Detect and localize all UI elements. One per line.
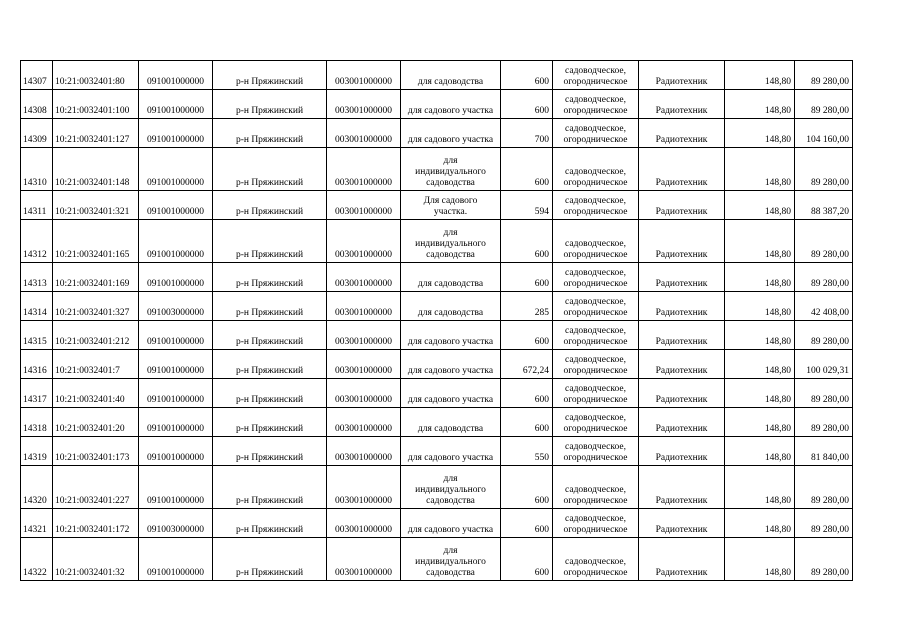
okato-code-cell: 091001000000 xyxy=(139,466,213,509)
land-category-cell xyxy=(553,379,639,408)
area-cell: 600 xyxy=(501,321,553,350)
cadastral-number-cell: 10:21:0032401:327 xyxy=(53,292,139,321)
area-cell: 672,24 xyxy=(501,350,553,379)
land-category-line: садоводческое, xyxy=(565,297,626,307)
oktmo-code-cell: 003001000000 xyxy=(327,379,401,408)
land-use-purpose-cell xyxy=(401,437,501,466)
rate-cell: 148,80 xyxy=(725,61,795,90)
okato-code-cell: 091001000000 xyxy=(139,408,213,437)
district-cell: р-н Пряжинский xyxy=(213,321,327,350)
okato-code-cell: 091001000000 xyxy=(139,148,213,191)
land-use-purpose-line: индивидуального xyxy=(415,557,486,567)
area-cell: 600 xyxy=(501,408,553,437)
table-row xyxy=(21,437,853,466)
land-category-line: садоводческое, xyxy=(565,485,626,495)
district-cell: р-н Пряжинский xyxy=(213,379,327,408)
rate-cell: 148,80 xyxy=(725,148,795,191)
land-use-purpose-line: для садового участка xyxy=(407,337,494,347)
table-row xyxy=(21,509,853,538)
land-category-line: огородническое xyxy=(563,496,628,506)
row-number-cell: 14322 xyxy=(21,538,53,581)
cadastral-value-cell: 88 387,20 xyxy=(795,191,853,220)
profession-cell: Радиотехник xyxy=(639,350,725,379)
area-cell: 285 xyxy=(501,292,553,321)
cadastral-number-cell: 10:21:0032401:321 xyxy=(53,191,139,220)
land-use-purpose-line: для садового участка xyxy=(407,395,494,405)
land-use-purpose-cell xyxy=(401,538,501,581)
cadastral-value-cell: 89 280,00 xyxy=(795,148,853,191)
row-number-cell: 14314 xyxy=(21,292,53,321)
land-category-cell xyxy=(553,466,639,509)
land-use-purpose-cell xyxy=(401,408,501,437)
land-use-purpose-line: для садоводства xyxy=(417,308,484,318)
okato-code-cell: 091001000000 xyxy=(139,61,213,90)
oktmo-code-cell: 003001000000 xyxy=(327,220,401,263)
profession-cell: Радиотехник xyxy=(639,466,725,509)
land-use-purpose-cell xyxy=(401,466,501,509)
oktmo-code-cell: 003001000000 xyxy=(327,466,401,509)
profession-cell: Радиотехник xyxy=(639,437,725,466)
area-cell: 600 xyxy=(501,263,553,292)
oktmo-code-cell: 003001000000 xyxy=(327,350,401,379)
area-cell: 600 xyxy=(501,148,553,191)
land-use-purpose-line: садоводства xyxy=(426,178,475,188)
land-category-line: огородническое xyxy=(563,279,628,289)
cadastral-number-cell: 10:21:0032401:7 xyxy=(53,350,139,379)
area-cell: 600 xyxy=(501,466,553,509)
land-use-purpose-cell xyxy=(401,509,501,538)
district-cell: р-н Пряжинский xyxy=(213,61,327,90)
land-category-cell xyxy=(553,90,639,119)
profession-cell: Радиотехник xyxy=(639,538,725,581)
land-category-line: огородническое xyxy=(563,424,628,434)
land-use-purpose-line: участка. xyxy=(433,207,468,217)
profession-cell: Радиотехник xyxy=(639,292,725,321)
rate-cell: 148,80 xyxy=(725,350,795,379)
cadastral-number-cell: 10:21:0032401:148 xyxy=(53,148,139,191)
land-category-line: огородническое xyxy=(563,77,628,87)
table-row xyxy=(21,379,853,408)
row-number-cell: 14316 xyxy=(21,350,53,379)
land-category-line: огородническое xyxy=(563,395,628,405)
oktmo-code-cell: 003001000000 xyxy=(327,90,401,119)
row-number-cell: 14310 xyxy=(21,148,53,191)
oktmo-code-cell: 003001000000 xyxy=(327,119,401,148)
cadastral-number-cell: 10:21:0032401:227 xyxy=(53,466,139,509)
okato-code-cell: 091001000000 xyxy=(139,191,213,220)
okato-code-cell: 091003000000 xyxy=(139,292,213,321)
land-category-cell xyxy=(553,191,639,220)
oktmo-code-cell: 003001000000 xyxy=(327,191,401,220)
cadastral-value-cell: 89 280,00 xyxy=(795,408,853,437)
land-category-line: садоводческое, xyxy=(565,514,626,524)
area-cell: 600 xyxy=(501,379,553,408)
district-cell: р-н Пряжинский xyxy=(213,191,327,220)
district-cell: р-н Пряжинский xyxy=(213,509,327,538)
land-category-line: садоводческое, xyxy=(565,196,626,206)
row-number-cell: 14308 xyxy=(21,90,53,119)
land-category-line: огородническое xyxy=(563,207,628,217)
cadastral-value-cell: 89 280,00 xyxy=(795,538,853,581)
land-category-cell xyxy=(553,119,639,148)
land-use-purpose-line: для садоводства xyxy=(417,279,484,289)
table-row xyxy=(21,191,853,220)
oktmo-code-cell: 003001000000 xyxy=(327,408,401,437)
row-number-cell: 14312 xyxy=(21,220,53,263)
land-category-line: огородническое xyxy=(563,453,628,463)
land-category-cell xyxy=(553,263,639,292)
profession-cell: Радиотехник xyxy=(639,220,725,263)
profession-cell: Радиотехник xyxy=(639,263,725,292)
cadastral-number-cell: 10:21:0032401:165 xyxy=(53,220,139,263)
row-number-cell: 14317 xyxy=(21,379,53,408)
row-number-cell: 14315 xyxy=(21,321,53,350)
land-category-line: огородническое xyxy=(563,106,628,116)
land-category-line: садоводческое, xyxy=(565,124,626,134)
profession-cell: Радиотехник xyxy=(639,509,725,538)
rate-cell: 148,80 xyxy=(725,220,795,263)
land-category-line: садоводческое, xyxy=(565,355,626,365)
cadastral-number-cell: 10:21:0032401:172 xyxy=(53,509,139,538)
row-number-cell: 14313 xyxy=(21,263,53,292)
land-category-cell xyxy=(553,538,639,581)
area-cell: 594 xyxy=(501,191,553,220)
land-use-purpose-line: для садоводства xyxy=(417,77,484,87)
row-number-cell: 14307 xyxy=(21,61,53,90)
cadastral-number-cell: 10:21:0032401:173 xyxy=(53,437,139,466)
oktmo-code-cell: 003001000000 xyxy=(327,509,401,538)
row-number-cell: 14311 xyxy=(21,191,53,220)
cadastral-number-cell: 10:21:0032401:169 xyxy=(53,263,139,292)
okato-code-cell: 091001000000 xyxy=(139,437,213,466)
land-category-cell xyxy=(553,350,639,379)
oktmo-code-cell: 003001000000 xyxy=(327,538,401,581)
land-use-purpose-line: для садового участка xyxy=(407,135,494,145)
profession-cell: Радиотехник xyxy=(639,191,725,220)
table-row xyxy=(21,408,853,437)
row-number-cell: 14309 xyxy=(21,119,53,148)
area-cell: 600 xyxy=(501,61,553,90)
cadastral-value-cell: 89 280,00 xyxy=(795,321,853,350)
land-category-line: садоводческое, xyxy=(565,326,626,336)
land-category-line: садоводческое, xyxy=(565,442,626,452)
rate-cell: 148,80 xyxy=(725,408,795,437)
profession-cell: Радиотехник xyxy=(639,321,725,350)
land-use-purpose-line: индивидуального xyxy=(415,485,486,495)
row-number-cell: 14319 xyxy=(21,437,53,466)
profession-cell: Радиотехник xyxy=(639,61,725,90)
land-use-purpose-cell xyxy=(401,263,501,292)
district-cell: р-н Пряжинский xyxy=(213,408,327,437)
oktmo-code-cell: 003001000000 xyxy=(327,321,401,350)
district-cell: р-н Пряжинский xyxy=(213,148,327,191)
district-cell: р-н Пряжинский xyxy=(213,466,327,509)
land-use-purpose-cell xyxy=(401,321,501,350)
table-row xyxy=(21,538,853,581)
land-category-line: огородническое xyxy=(563,337,628,347)
okato-code-cell: 091001000000 xyxy=(139,321,213,350)
area-cell: 550 xyxy=(501,437,553,466)
land-category-line: садоводческое, xyxy=(565,167,626,177)
district-cell: р-н Пряжинский xyxy=(213,437,327,466)
land-category-line: садоводческое, xyxy=(565,268,626,278)
land-category-line: садоводческое, xyxy=(565,239,626,249)
rate-cell: 148,80 xyxy=(725,90,795,119)
land-use-purpose-line: садоводства xyxy=(426,568,475,578)
land-category-line: огородническое xyxy=(563,525,628,535)
land-category-line: огородническое xyxy=(563,308,628,318)
oktmo-code-cell: 003001000000 xyxy=(327,263,401,292)
table-row xyxy=(21,61,853,90)
district-cell: р-н Пряжинский xyxy=(213,119,327,148)
table-row xyxy=(21,321,853,350)
cadastral-number-cell: 10:21:0032401:32 xyxy=(53,538,139,581)
land-category-cell xyxy=(553,148,639,191)
land-category-line: огородническое xyxy=(563,366,628,376)
land-use-purpose-line: садоводства xyxy=(426,496,475,506)
land-category-line: садоводческое, xyxy=(565,413,626,423)
area-cell: 700 xyxy=(501,119,553,148)
land-use-purpose-line: для садового участка xyxy=(407,366,494,376)
land-use-purpose-line: для садоводства xyxy=(417,424,484,434)
cadastral-value-cell: 100 029,31 xyxy=(795,350,853,379)
oktmo-code-cell: 003001000000 xyxy=(327,61,401,90)
land-category-cell xyxy=(553,220,639,263)
land-category-cell xyxy=(553,408,639,437)
land-use-purpose-line: индивидуального xyxy=(415,239,486,249)
rate-cell: 148,80 xyxy=(725,466,795,509)
cadastral-value-cell: 42 408,00 xyxy=(795,292,853,321)
land-category-line: огородническое xyxy=(563,135,628,145)
land-use-purpose-cell xyxy=(401,379,501,408)
rate-cell: 148,80 xyxy=(725,538,795,581)
okato-code-cell: 091001000000 xyxy=(139,90,213,119)
table-row xyxy=(21,148,853,191)
rate-cell: 148,80 xyxy=(725,292,795,321)
profession-cell: Радиотехник xyxy=(639,408,725,437)
area-cell: 600 xyxy=(501,538,553,581)
area-cell: 600 xyxy=(501,220,553,263)
land-use-purpose-line: садоводства xyxy=(426,250,475,260)
area-cell: 600 xyxy=(501,90,553,119)
profession-cell: Радиотехник xyxy=(639,90,725,119)
land-use-purpose-line: Для садового xyxy=(423,196,478,206)
rate-cell: 148,80 xyxy=(725,509,795,538)
row-number-cell: 14321 xyxy=(21,509,53,538)
row-number-cell: 14318 xyxy=(21,408,53,437)
district-cell: р-н Пряжинский xyxy=(213,292,327,321)
land-category-line: огородническое xyxy=(563,568,628,578)
land-use-purpose-cell xyxy=(401,292,501,321)
oktmo-code-cell: 003001000000 xyxy=(327,292,401,321)
land-use-purpose-cell xyxy=(401,61,501,90)
land-use-purpose-line: для xyxy=(443,228,458,238)
land-category-line: садоводческое, xyxy=(565,66,626,76)
profession-cell: Радиотехник xyxy=(639,119,725,148)
land-registry-table xyxy=(20,60,853,581)
land-category-cell xyxy=(553,321,639,350)
land-category-line: огородническое xyxy=(563,250,628,260)
land-category-line: огородническое xyxy=(563,178,628,188)
rate-cell: 148,80 xyxy=(725,263,795,292)
table-row xyxy=(21,220,853,263)
table-row xyxy=(21,90,853,119)
table-row xyxy=(21,119,853,148)
table-row xyxy=(21,350,853,379)
cadastral-value-cell: 81 840,00 xyxy=(795,437,853,466)
row-number-cell: 14320 xyxy=(21,466,53,509)
oktmo-code-cell: 003001000000 xyxy=(327,437,401,466)
land-use-purpose-line: для садового участка xyxy=(407,106,494,116)
rate-cell: 148,80 xyxy=(725,437,795,466)
land-use-purpose-line: индивидуального xyxy=(415,167,486,177)
land-use-purpose-cell xyxy=(401,90,501,119)
cadastral-value-cell: 89 280,00 xyxy=(795,379,853,408)
land-category-cell xyxy=(553,509,639,538)
rate-cell: 148,80 xyxy=(725,191,795,220)
land-use-purpose-cell xyxy=(401,148,501,191)
rate-cell: 148,80 xyxy=(725,379,795,408)
rate-cell: 148,80 xyxy=(725,321,795,350)
oktmo-code-cell: 003001000000 xyxy=(327,148,401,191)
cadastral-value-cell: 104 160,00 xyxy=(795,119,853,148)
okato-code-cell: 091001000000 xyxy=(139,538,213,581)
land-category-line: садоводческое, xyxy=(565,95,626,105)
land-use-purpose-line: для садового участка xyxy=(407,525,494,535)
land-category-line: садоводческое, xyxy=(565,557,626,567)
cadastral-value-cell: 89 280,00 xyxy=(795,90,853,119)
district-cell: р-н Пряжинский xyxy=(213,90,327,119)
land-use-purpose-line: для xyxy=(443,474,458,484)
land-category-cell xyxy=(553,61,639,90)
land-use-purpose-cell xyxy=(401,220,501,263)
land-use-purpose-line: для садового участка xyxy=(407,453,494,463)
table-row xyxy=(21,263,853,292)
land-use-purpose-line: для xyxy=(443,156,458,166)
cadastral-value-cell: 89 280,00 xyxy=(795,466,853,509)
cadastral-value-cell: 89 280,00 xyxy=(795,509,853,538)
okato-code-cell: 091001000000 xyxy=(139,350,213,379)
okato-code-cell: 091003000000 xyxy=(139,509,213,538)
land-category-cell xyxy=(553,437,639,466)
district-cell: р-н Пряжинский xyxy=(213,220,327,263)
cadastral-number-cell: 10:21:0032401:40 xyxy=(53,379,139,408)
cadastral-number-cell: 10:21:0032401:100 xyxy=(53,90,139,119)
rate-cell: 148,80 xyxy=(725,119,795,148)
land-use-purpose-cell xyxy=(401,191,501,220)
okato-code-cell: 091001000000 xyxy=(139,263,213,292)
land-use-purpose-line: для xyxy=(443,546,458,556)
okato-code-cell: 091001000000 xyxy=(139,119,213,148)
district-cell: р-н Пряжинский xyxy=(213,263,327,292)
cadastral-number-cell: 10:21:0032401:80 xyxy=(53,61,139,90)
cadastral-number-cell: 10:21:0032401:212 xyxy=(53,321,139,350)
profession-cell: Радиотехник xyxy=(639,148,725,191)
area-cell: 600 xyxy=(501,509,553,538)
district-cell: р-н Пряжинский xyxy=(213,350,327,379)
okato-code-cell: 091001000000 xyxy=(139,379,213,408)
district-cell: р-н Пряжинский xyxy=(213,538,327,581)
cadastral-value-cell: 89 280,00 xyxy=(795,61,853,90)
land-category-line: садоводческое, xyxy=(565,384,626,394)
land-category-cell xyxy=(553,292,639,321)
okato-code-cell: 091001000000 xyxy=(139,220,213,263)
profession-cell: Радиотехник xyxy=(639,379,725,408)
cadastral-value-cell: 89 280,00 xyxy=(795,263,853,292)
cadastral-value-cell: 89 280,00 xyxy=(795,220,853,263)
table-row xyxy=(21,292,853,321)
table-row xyxy=(21,466,853,509)
land-use-purpose-cell xyxy=(401,119,501,148)
cadastral-number-cell: 10:21:0032401:20 xyxy=(53,408,139,437)
cadastral-number-cell: 10:21:0032401:127 xyxy=(53,119,139,148)
land-use-purpose-cell xyxy=(401,350,501,379)
